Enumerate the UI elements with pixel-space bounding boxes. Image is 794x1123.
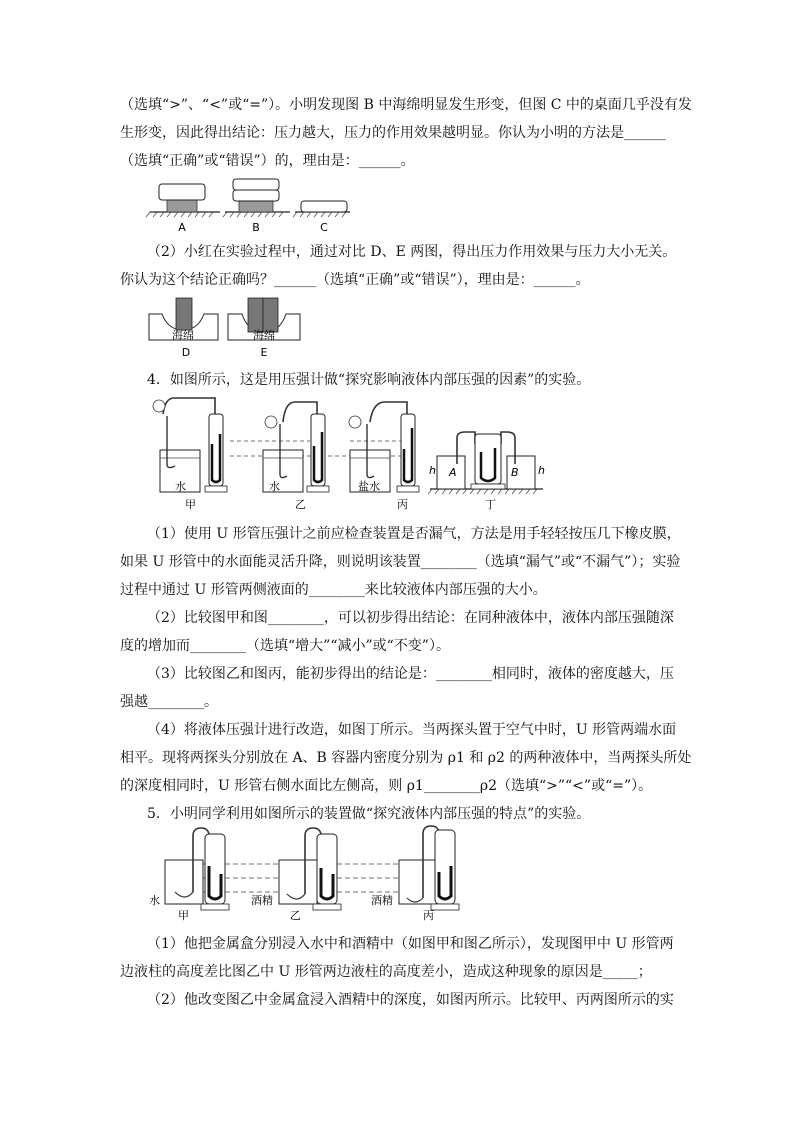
label-jia: 甲 [185, 498, 196, 511]
label-b-container: B [511, 466, 519, 479]
text-line-18: （1）他把金属盒分别浸入水中和酒精中（如图甲和图乙所示），发现图甲中 U 形管两 [147, 936, 674, 952]
sponge-d [149, 298, 218, 358]
text-line-6: 4．如图所示，这是用压强计做“探究影响液体内部压强的因素”的实验。 [147, 372, 591, 388]
text-line-17: 5．小明同学利用如图所示的装置做“探究液体内部压强的特点”的实验。 [147, 806, 591, 822]
text-line-20: （2）他改变图乙中金属盒浸入酒精中的深度，如图丙所示。比较甲、丙两图所示的实 [147, 992, 674, 1008]
water-label4: 水 [149, 894, 160, 907]
text-line-7: （1）使用 U 形管压强计之前应检查装置是否漏气，方法是用手轻轻按压几下橡皮膜， [147, 526, 681, 542]
label-a-container: A [449, 466, 457, 479]
text-line-2: 生形变，因此得出结论：压力越大，压力的作用效果越明显。你认为小明的方法是______ [120, 125, 666, 141]
text-line-4: （2）小红在实验过程中，通过对比 D、E 两图，得出压力作用效果与压力大小无关。 [147, 244, 677, 260]
text-line-19: 边液柱的高度差比图乙中 U 形管两边液柱的高度差小，造成这种现象的原因是_____； [120, 964, 652, 980]
text-line-9: 过程中通过 U 形管两侧液面的________来比较液体内部压强的大小。 [120, 582, 547, 598]
sponge-e [228, 298, 300, 358]
text-line-8: 如果 U 形管中的水面能灵活升降，则说明该装置________（选填“漏气”或“不漏气”）；实验 [120, 554, 681, 570]
text-line-16: 的深度相同时，U 形管右侧水面比左侧高，则 ρ1________ρ2（选填“>”“<”或“=”）。 [120, 778, 653, 794]
block-c [293, 201, 350, 217]
label-ding: 丁 [485, 498, 496, 511]
label4-bing: 丙 [423, 909, 434, 922]
label4-jia: 甲 [178, 909, 189, 922]
label-bing: 丙 [397, 498, 408, 511]
setup4-jia [149, 828, 229, 922]
sponge-label-d: 海绵 [172, 329, 194, 342]
setup-yi [263, 402, 329, 511]
label-c: C [320, 221, 328, 234]
text-line-3: （选填“正确”或“错误”）的，理由是：______。 [120, 153, 415, 169]
brine-label: 盐水 [358, 480, 380, 493]
figure-liquid-pressure [145, 822, 475, 922]
label-d: D [181, 346, 191, 358]
water-label-yi: 水 [269, 480, 280, 493]
figure-pressure-gauge [145, 394, 545, 512]
setup-jia [153, 398, 227, 511]
block-a [146, 184, 220, 217]
text-line-15: 相平。现将两探头分别放在 A、B 容器内密度分别为 ρ1 和 ρ2 的两种液体中，当两探头所处 [120, 750, 692, 766]
text-line-12: （3）比较图乙和图丙，能初步得出的结论是：________相同时，液体的密度越大，压 [147, 666, 674, 682]
text-line-13: 强越________。 [120, 694, 218, 710]
alcohol-label-yi: 酒精 [251, 894, 273, 907]
setup-ding [428, 432, 545, 511]
setup-bing [349, 402, 419, 511]
figure-pressure-blocks [145, 176, 355, 234]
water-label-jia: 水 [175, 480, 186, 493]
figure-sponge [146, 296, 306, 358]
label-h-right: h [538, 464, 545, 477]
label-a: A [178, 221, 186, 234]
label-b: B [252, 221, 260, 234]
label-h-left: h [429, 464, 436, 477]
label-e: E [260, 346, 268, 358]
text-line-14: （4）将液体压强计进行改造，如图丁所示。当两探头置于空气中时，U 形管两端水面 [147, 722, 677, 738]
sponge-label-e: 海绵 [253, 329, 275, 342]
alcohol-label-bing: 酒精 [371, 894, 393, 907]
setup4-yi [251, 828, 341, 922]
text-line-5: 你认为这个结论正确吗？______（选填“正确”或“错误”），理由是：______。 [120, 272, 590, 288]
setup4-bing [371, 826, 459, 922]
label-yi: 乙 [295, 498, 306, 511]
text-line-10: （2）比较图甲和图________，可以初步得出结论：在同种液体中，液体内部压强随深 [147, 610, 674, 626]
block-b [223, 179, 290, 217]
text-line-11: 度的增加而________（选填“增大”“减小”或“不变”）。 [120, 638, 450, 654]
text-line-1: （选填“>”、“<”或“=”）。小明发现图 B 中海绵明显发生形变，但图 C 中的桌面几乎没有发 [120, 97, 692, 113]
label4-yi: 乙 [290, 909, 301, 922]
